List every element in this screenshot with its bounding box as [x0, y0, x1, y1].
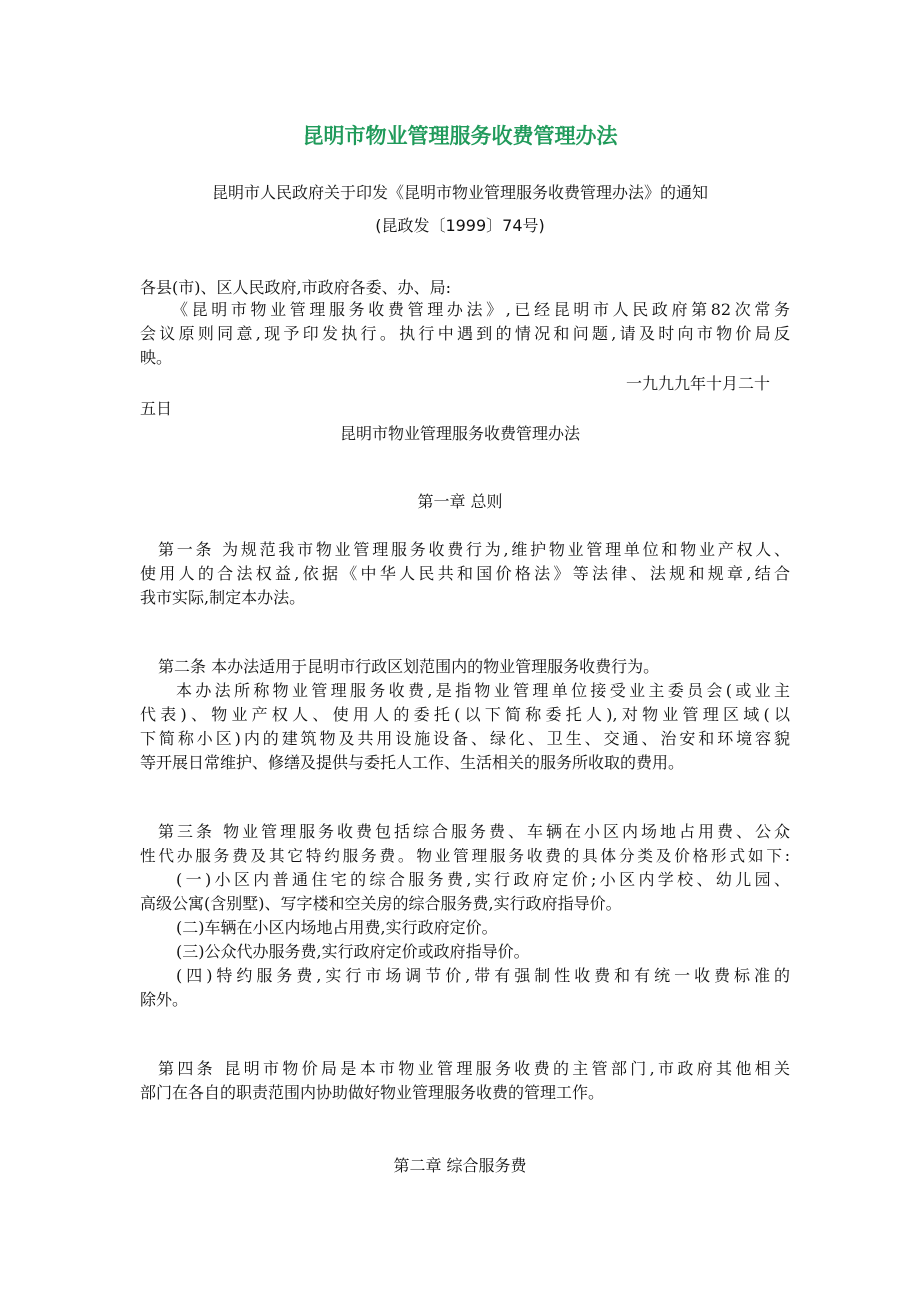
article-line: 代表)、物业产权人、使用人的委托(以下简称委托人),对物业管理区域(以: [140, 705, 790, 724]
document-number: (昆政发〔1999〕74号): [375, 216, 545, 235]
article-line: 第二条 本办法适用于昆明市行政区划范围内的物业管理服务收费行为。: [158, 657, 660, 676]
article-line: (四)特约服务费,实行市场调节价,带有强制性收费和有统一收费标准的: [176, 966, 790, 985]
article-line: 第三条 物业管理服务收费包括综合服务费、车辆在小区内场地占用费、公众: [158, 822, 790, 841]
article-line: 使用人的合法权益,依据《中华人民共和国价格法》等法律、法规和规章,结合: [140, 564, 790, 583]
article-line: 部门在各自的职责范围内协助做好物业管理服务收费的管理工作。: [140, 1083, 605, 1102]
article-line: 本办法所称物业管理服务收费,是指物业管理单位接受业主委员会(或业主: [176, 681, 790, 700]
body-line: 映。: [140, 348, 173, 367]
salutation: 各县(市)、区人民政府,市政府各委、办、局:: [140, 278, 451, 297]
article-line: 下简称小区)内的建筑物及共用设施设备、绿化、卫生、交通、治安和环境容貌: [140, 729, 790, 748]
article-line: (一)小区内普通住宅的综合服务费,实行政府定价;小区内学校、幼儿园、: [176, 870, 790, 889]
article-line: 性代办服务费及其它特约服务费。物业管理服务收费的具体分类及价格形式如下:: [140, 847, 790, 865]
section-title: 昆明市物业管理服务收费管理办法: [339, 424, 580, 443]
body-line: 《昆明市物业管理服务收费管理办法》,已经昆明市人民政府第82次常务: [172, 300, 790, 319]
date-line: 五日: [140, 399, 173, 418]
chapter-heading: 第一章 总则: [417, 492, 503, 511]
article-line: 我市实际,制定本办法。: [140, 588, 306, 607]
document-title: 昆明市物业管理服务收费管理办法: [302, 124, 618, 148]
body-line: 会议原则同意,现予印发执行。执行中遇到的情况和问题,请及时向市物价局反: [140, 324, 790, 343]
article-line: 第一条 为规范我市物业管理服务收费行为,维护物业管理单位和物业产权人、: [158, 540, 790, 559]
article-line: (二)车辆在小区内场地占用费,实行政府定价。: [176, 918, 498, 937]
date-line: 一九九九年十月二十: [625, 374, 770, 393]
article-line: 等开展日常维护、修缮及提供与委托人工作、生活相关的服务所收取的费用。: [140, 753, 685, 772]
article-line: (三)公众代办服务费,实行政府定价或政府指导价。: [176, 942, 530, 961]
article-line: 高级公寓(含别墅)、写字楼和空关房的综合服务费,实行政府指导价。: [140, 894, 622, 913]
notice-title: 昆明市人民政府关于印发《昆明市物业管理服务收费管理办法》的通知: [211, 183, 708, 202]
article-line: 除外。: [140, 990, 189, 1009]
article-line: 第四条 昆明市物价局是本市物业管理服务收费的主管部门,市政府其他相关: [158, 1059, 790, 1078]
chapter-heading: 第二章 综合服务费: [393, 1156, 527, 1175]
